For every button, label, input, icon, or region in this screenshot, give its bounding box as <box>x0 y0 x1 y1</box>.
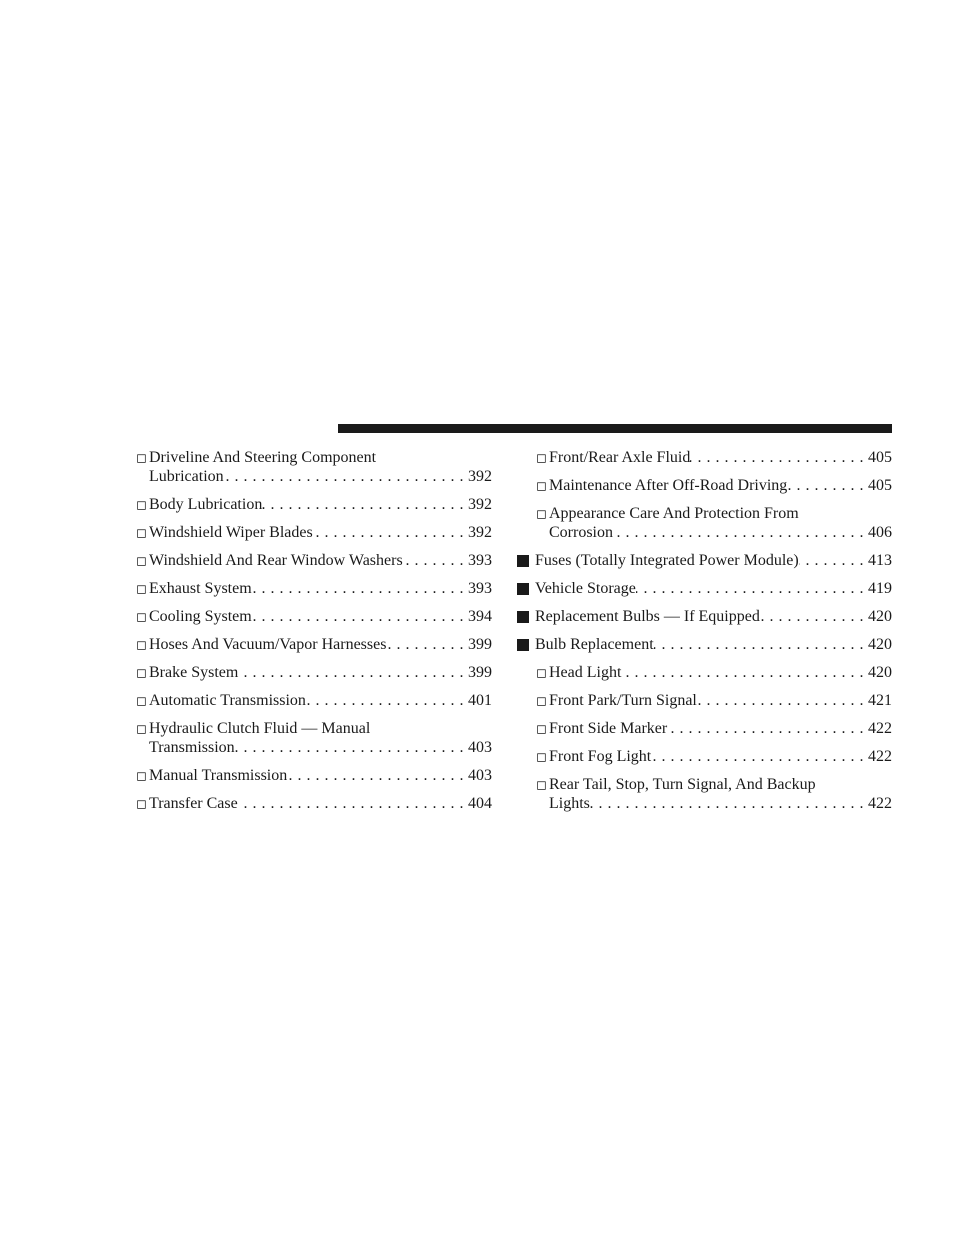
toc-entry-cooling-system[interactable]: ◻ Cooling System . . . 394 <box>136 607 492 626</box>
dot-leader <box>760 607 868 626</box>
open-square-bullet-icon: ◻ <box>136 768 147 783</box>
dot-leader <box>636 579 868 598</box>
dot-leader <box>252 579 468 598</box>
toc-entry-automatic-transmission[interactable]: ◻ Automatic Transmission . . . 401 <box>136 691 492 710</box>
toc-entry-bulb-replacement[interactable]: Bulb Replacement . . . 420 <box>517 635 892 654</box>
section-header-rule <box>338 424 892 433</box>
toc-entry-windshield-wiper-blades[interactable]: ◻ Windshield Wiper Blades . . . 392 <box>136 523 492 542</box>
dot-leader <box>306 691 468 710</box>
dot-leader <box>651 747 868 766</box>
open-square-bullet-icon: ◻ <box>136 609 147 624</box>
toc-entry-hoses-harnesses[interactable]: ◻ Hoses And Vacuum/Vapor Harnesses . . . 399 <box>136 635 492 654</box>
filled-square-bullet-icon <box>517 639 529 651</box>
page-number: 393 <box>468 552 492 569</box>
toc-entry-front-fog-light[interactable]: ◻ Front Fog Light . . . 422 <box>517 747 892 766</box>
toc-entry-head-light[interactable]: ◻ Head Light . . . 420 <box>517 663 892 682</box>
dot-leader <box>262 495 468 514</box>
page-number: 392 <box>468 496 492 513</box>
open-square-bullet-icon: ◻ <box>536 478 547 493</box>
page-number: 422 <box>868 795 892 812</box>
page-number: 403 <box>468 739 492 756</box>
open-square-bullet-icon: ◻ <box>536 665 547 680</box>
page-number: 419 <box>868 580 892 597</box>
open-square-bullet-icon: ◻ <box>536 749 547 764</box>
page-number: 405 <box>868 477 892 494</box>
toc-entry-windshield-washers[interactable]: ◻ Windshield And Rear Window Washers . . . 393 <box>136 551 492 570</box>
page-number: 420 <box>868 664 892 681</box>
page-number: 420 <box>868 636 892 653</box>
toc-entry-fuses[interactable]: Fuses (Totally Integrated Power Module) . . . 413 <box>517 551 892 570</box>
dot-leader <box>313 523 468 542</box>
toc-entry-brake-system[interactable]: ◻ Brake System . . . 399 <box>136 663 492 682</box>
toc-entry-exhaust-system[interactable]: ◻ Exhaust System . . . 393 <box>136 579 492 598</box>
dot-leader <box>697 691 868 710</box>
open-square-bullet-icon: ◻ <box>536 777 547 792</box>
open-square-bullet-icon: ◻ <box>136 796 147 811</box>
toc-entry-transfer-case[interactable]: ◻ Transfer Case . . . 404 <box>136 794 492 813</box>
page-number: 403 <box>468 767 492 784</box>
page-number: 406 <box>868 524 892 541</box>
dot-leader <box>235 738 468 757</box>
dot-leader <box>613 523 868 542</box>
toc-entry-driveline-lubrication[interactable]: ◻ Driveline And Steering Component Lubrication . . . 392 <box>136 448 492 486</box>
page-number: 420 <box>868 608 892 625</box>
page-number: 399 <box>468 664 492 681</box>
dot-leader <box>224 467 468 486</box>
toc-entry-front-park-turn-signal[interactable]: ◻ Front Park/Turn Signal . . . 421 <box>517 691 892 710</box>
dot-leader <box>799 551 868 570</box>
dot-leader <box>287 766 468 785</box>
open-square-bullet-icon: ◻ <box>536 693 547 708</box>
open-square-bullet-icon: ◻ <box>136 553 147 568</box>
filled-square-bullet-icon <box>517 611 529 623</box>
open-square-bullet-icon: ◻ <box>536 450 547 465</box>
filled-square-bullet-icon <box>517 583 529 595</box>
page-number: 404 <box>468 795 492 812</box>
open-square-bullet-icon: ◻ <box>536 721 547 736</box>
open-square-bullet-icon: ◻ <box>136 637 147 652</box>
page-number: 422 <box>868 720 892 737</box>
toc-entry-replacement-bulbs[interactable]: Replacement Bulbs — If Equipped . . . 420 <box>517 607 892 626</box>
open-square-bullet-icon: ◻ <box>136 693 147 708</box>
dot-leader <box>787 476 868 495</box>
page-number: 393 <box>468 580 492 597</box>
toc-right-column <box>517 448 892 822</box>
toc-entry-hydraulic-clutch-fluid[interactable]: ◻ Hydraulic Clutch Fluid — Manual Transmission . . . 403 <box>136 719 492 757</box>
open-square-bullet-icon: ◻ <box>536 506 547 521</box>
page-number: 399 <box>468 636 492 653</box>
toc-entry-appearance-care[interactable]: ◻ Appearance Care And Protection From Corrosion . . . 406 <box>517 504 892 542</box>
page-number: 413 <box>868 552 892 569</box>
page-number: 422 <box>868 748 892 765</box>
open-square-bullet-icon: ◻ <box>136 665 147 680</box>
page-number: 421 <box>868 692 892 709</box>
page-number: 394 <box>468 608 492 625</box>
toc-entry-rear-lights[interactable]: ◻ Rear Tail, Stop, Turn Signal, And Backup Lights . . . 422 <box>517 775 892 813</box>
toc-entry-axle-fluid[interactable]: ◻ Front/Rear Axle Fluid . . . 405 <box>517 448 892 467</box>
open-square-bullet-icon: ◻ <box>136 581 147 596</box>
toc-entry-off-road-maintenance[interactable]: ◻ Maintenance After Off-Road Driving . . . 405 <box>517 476 892 495</box>
dot-leader <box>252 607 468 626</box>
dot-leader <box>403 551 468 570</box>
dot-leader <box>654 635 868 654</box>
toc-entry-vehicle-storage[interactable]: Vehicle Storage . . . 419 <box>517 579 892 598</box>
dot-leader <box>238 794 468 813</box>
open-square-bullet-icon: ◻ <box>136 450 147 465</box>
dot-leader <box>667 719 868 738</box>
dot-leader <box>386 635 468 654</box>
dot-leader <box>590 794 868 813</box>
filled-square-bullet-icon <box>517 555 529 567</box>
dot-leader <box>238 663 468 682</box>
page-number: 401 <box>468 692 492 709</box>
dot-leader <box>621 663 868 682</box>
page-number: 392 <box>468 524 492 541</box>
open-square-bullet-icon: ◻ <box>136 525 147 540</box>
toc-entry-front-side-marker[interactable]: ◻ Front Side Marker . . . 422 <box>517 719 892 738</box>
dot-leader <box>690 448 868 467</box>
toc-left-column <box>136 448 492 822</box>
toc-entry-body-lubrication[interactable]: ◻ Body Lubrication . . . 392 <box>136 495 492 514</box>
open-square-bullet-icon: ◻ <box>136 497 147 512</box>
page-number: 405 <box>868 449 892 466</box>
open-square-bullet-icon: ◻ <box>136 721 147 736</box>
page-number: 392 <box>468 468 492 485</box>
toc-entry-manual-transmission[interactable]: ◻ Manual Transmission . . . 403 <box>136 766 492 785</box>
